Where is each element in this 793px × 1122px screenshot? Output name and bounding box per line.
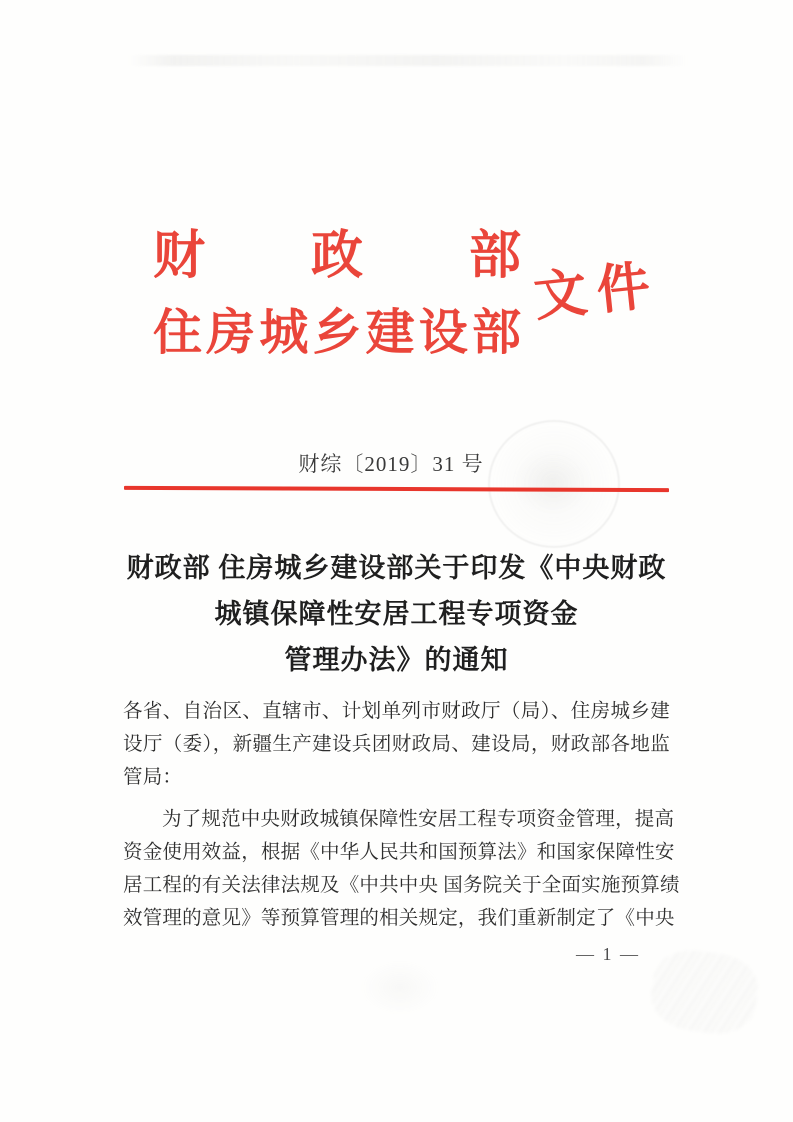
title-line-1: 财政部 住房城乡建设部关于印发《中央财政 [126, 553, 667, 583]
salutation-line: 管局： [123, 767, 183, 788]
salutation-line: 设厅（委），新疆生产建设兵团财政局、建设局，财政部各地监 [123, 734, 670, 755]
document-body [123, 695, 680, 935]
doc-number: 财综〔2019〕31 号 [298, 452, 484, 476]
letterhead [153, 230, 521, 358]
title-line-3: 管理办法》的通知 [284, 645, 509, 675]
document-title [0, 545, 793, 683]
paragraph-line: 居工程的有关法律法规及《中共中央 国务院关于全面实施预算绩 [123, 875, 680, 896]
paragraph-line: 为了规范中央财政城镇保障性安居工程专项资金管理，提高 [162, 809, 675, 830]
paragraph-line: 效管理的意见》等预算管理的相关规定，我们重新制定了《中央 [123, 908, 675, 929]
scan-artifact-smudge [647, 945, 762, 1039]
agency-name-finance-ministry: 财 政 部 [153, 228, 521, 285]
doc-type-label: 文件 [531, 256, 663, 328]
title-line-2: 城镇保障性安居工程专项资金 [214, 599, 579, 629]
page-number: — 1 — [576, 944, 640, 964]
scan-artifact-smudge-2 [360, 960, 440, 1015]
agency-name-housing-ministry: 住 房 城 乡 建 设 部 [153, 304, 521, 360]
salutation-line: 各省、自治区、直辖市、计划单列市财政厅（局）、住房城乡建 [123, 701, 670, 722]
paragraph-line: 资金使用效益，根据《中华人民共和国预算法》和国家保障性安 [123, 842, 675, 863]
scan-artifact-streak [128, 55, 688, 66]
